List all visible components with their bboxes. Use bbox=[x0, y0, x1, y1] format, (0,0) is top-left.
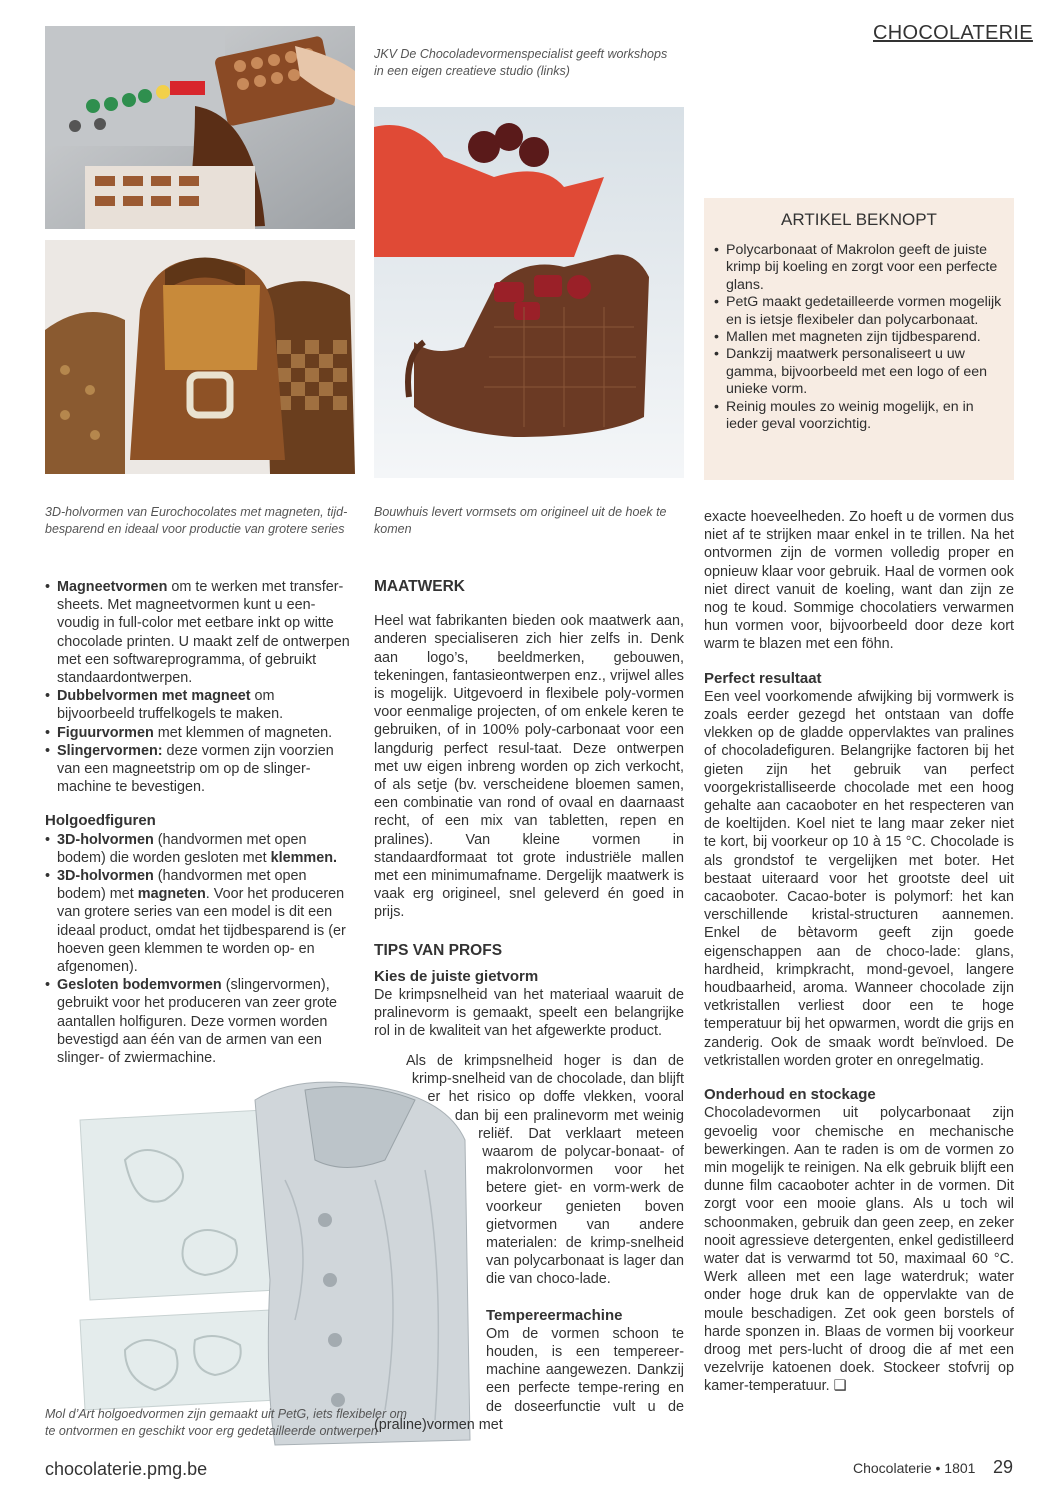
section-header: CHOCOLATERIE bbox=[873, 22, 1033, 44]
photo-bouwhuis-sleigh bbox=[374, 107, 684, 478]
paragraph-onderhoud: Chocoladevormen uit polycarbonaat zijn gevoelig voor chemische en mechanische bewerkingen. Aan te raden is om de vormen zo min mogelijk te reinigen. Na elk gebruik blijft een dunne film cacaoboter achter in de vormen. Dit zorgt voor een mooie glans. Als u toch wil schoonmaken, gebruik dan geen zeep, en zeker nooit agressieve detergenten, enkel gedistilleerd water dat is verwarmd tot 50, maximaal 60 °C. Werk alleen met een lage waterdruk; water onder hoge druk kan de oppervlakte van de moule beschadigen. Zet ook geen borstels of harde sponzen in. Blaas de vormen bij voorkeur droog met pers-lucht of droog die af met een vezelvrije katoenen doek. Stockeer stofvrij op kamer-temperatuur. ❑ bbox=[704, 1105, 1014, 1395]
box-item: • Mallen met magneten zijn tijdbesparend. bbox=[714, 329, 1006, 346]
article-summary-box bbox=[704, 198, 1014, 480]
box-title: ARTIKEL BEKNOPT bbox=[781, 210, 937, 229]
paragraph-gietvorm-1: De krimpsnelheid van het materiaal waaruit de pralinevorm is gemaakt, speelt een belangrijke rol in de kwaliteit van het afgewerkte product. bbox=[374, 987, 684, 1040]
box-item: • Dankzij maatwerk personaliseert u uw gamma, bijvoorbeeld met een logo of een unieke vorm. bbox=[714, 346, 1006, 398]
heading-onderhoud: Onderhoud en stockage bbox=[704, 1086, 876, 1104]
caption-eurochocolates: 3D-holvormen van Eurochocolates met magneten, tijd-besparend en ideaal voor productie van grotere series bbox=[45, 505, 348, 536]
list-item: • Dubbelvormen met magneet om bijvoorbeeld truffelkogels te maken. bbox=[45, 687, 355, 723]
photo-jkv-machine bbox=[45, 26, 355, 229]
paragraph-maatwerk: Heel wat fabrikanten bieden ook maatwerk aan, anderen specialiseren zich hier zelfs in. Denk aan logo’s, beeldmerken, gebouwen, tekeningen, fantasieontwerpen enz., vrijwel alles is mogelijk. Uitgevoerd in flexibele poly-vormen voor eenmalige projecten, of om enkele keren te gebruiken, of in 100% poly-carbonaat voor een langdurig perfect resul-taat. Deze ontwerpen met uw eigen inbreng worden op zich verkocht, of als setje (bv. verscheidene bloemen samen, een combinatie van rond of ovaal en daarnaast recht, of een mix van tabletten, repen en pralines). Van kleine vormen in standaardformaat tot grote industriële mallen met een minimumafname. Dergelijk maatwerk is vaak erg origineel, snel geleverd én goed in prijs. bbox=[374, 613, 684, 921]
footer-issue: Chocolaterie • 1801 bbox=[853, 1460, 976, 1476]
page-number: 29 bbox=[993, 1457, 1014, 1477]
heading-tips: TIPS VAN PROFS bbox=[374, 941, 503, 959]
heading-perfect-resultaat: Perfect resultaat bbox=[704, 669, 822, 687]
heading-maatwerk: MAATWERK bbox=[374, 578, 465, 595]
box-item: • Reinig moules zo weinig mogelijk, en in ieder geval voorzichtig. bbox=[714, 399, 1006, 434]
caption-molart: Mol d’Art holgoedvormen zijn gemaakt uit PetG, iets flexibeler om te ontvormen en geschikt voor erg gedetailleerde ontwerpen bbox=[45, 1407, 407, 1438]
heading-tempereermachine: Tempereermachine bbox=[486, 1306, 623, 1324]
column-2 bbox=[374, 578, 684, 1041]
photo-eurochocolates-bags bbox=[45, 240, 355, 474]
column-2-wrap bbox=[374, 1052, 684, 1434]
list-item: • Magneetvormen om te werken met transfer-sheets. Met magneetvormen kunt u een-voudig in full-color met eetbare inkt op witte chocolade printen. U maakt zelf de ontwerpen met een softwareprogramma, of gebruikt standaardontwerpen. bbox=[45, 578, 355, 687]
paragraph-tempereermachine: Om de vormen schoon te houden, is een tempereer-machine aangewezen. Dankzij een perfecte tempe-rering en de doseerfunctie vult u de (praline)vormen met bbox=[374, 1325, 684, 1433]
end-mark-icon: ❑ bbox=[833, 1378, 847, 1395]
list-item: • 3D-holvormen (handvormen met open bodem) die worden gesloten met klemmen. bbox=[45, 831, 355, 867]
footer-website: chocolaterie.pmg.be bbox=[45, 1459, 208, 1479]
list-item: • 3D-holvormen (handvormen met open bodem) met magneten. Voor het produceren van grotere series van een model is dit een ideaal product, omdat het tijdbesparend is (er hoeven geen klemmen te worden op- en afgenomen). bbox=[45, 867, 355, 976]
box-item: • Polycarbonaat of Makrolon geeft de juiste krimp bij koeling en zorgt voor een perfecte glans. bbox=[714, 242, 1006, 294]
column-3 bbox=[704, 508, 1014, 1396]
list-item: • Gesloten bodemvormen (slingervormen), gebruikt voor het produceren van zeer grote aantallen holfiguren. Deze vormen worden bevestigd aan één van de armen van een slinger- of zwiermachine. bbox=[45, 976, 355, 1067]
list-item: • Slingervormen: deze vormen zijn voorzien van een magneetstrip om op de slinger-machine te bevestigen. bbox=[45, 742, 355, 797]
heading-holgoedfiguren: Holgoedfiguren bbox=[45, 812, 156, 830]
caption-bouwhuis: Bouwhuis levert vormsets om origineel uit de hoek te komen bbox=[374, 505, 667, 536]
box-item: • PetG maakt gedetailleerde vormen mogelijk en is ietsje flexibeler dan polycarbonaat. bbox=[714, 294, 1006, 329]
paragraph-intro: exacte hoeveelheden. Zo hoeft u de vormen dus niet af te strijken maar enkel in te trillen. Na het ontvormen zijn de vormen volledig proper en opnieuw klaar voor gebruik. Haal de vormen ook niet direct vanuit de koeling, want dan zijn ze nog te koud. Sommige chocolatiers verwarmen hun vormen voor, bijvoorbeeld door deze kort warm te blazen met een föhn. bbox=[704, 509, 1014, 653]
heading-gietvorm: Kies de juiste gietvorm bbox=[374, 967, 539, 985]
list-item: • Figuurvormen met klemmen of magneten. bbox=[45, 724, 355, 742]
caption-jkv: JKV De Chocoladevormenspecialist geeft workshops in een eigen creatieve studio (links) bbox=[374, 47, 668, 78]
column-1 bbox=[45, 578, 355, 1067]
paragraph-gietvorm-2: Als de krimpsnelheid hoger is dan de krimp-snelheid van de chocolade, dan blijft er het risico op doffe vlekken, vooral dan bij een pralinevorm met weinig reliëf. Dat verklaart meteen waarom de polycar-bonaat- of makrolonvormen voor het betere giet- en vorm-werk de voorkeur genieten boven gietvormen van andere materialen: de krimp-snelheid van polycarbonaat is lager dan die van choco-lade. bbox=[405, 1053, 684, 1288]
paragraph-perfect-resultaat: Een veel voorkomende afwijking bij vormwerk is zoals eerder gezegd het ontstaan van doffe vlekken op de gladde oppervlaktes van pralines of chocoladefiguren. Belangrijke factoren bij het gieten zijn het gebruik van perfect voorgekristalliseerde chocolade met een hoog gehalte aan cacaoboter en het respecteren van de koeltijden. Koel niet te lang maar zeker niet te kort, bij voorkeur op 10 à 15 °C. Chocolade is als grondstof te vergelijken met boter. Het bestaat uiteraard voor het grootste deel uit cacaoboter. Cacao-boter is polymorf: het kan verschillende kristal-structuren aannemen. Enkel de bètavorm geeft zijn goede eigenschappen aan de choco-lade: glans, hardheid, krimpkracht, mond-gevoel, langere houdbaarheid, aroma. Wanneer chocolade zijn vetkristallen verliest door een te hoge temperatuur bij het opwarmen, wordt die grijs en zanderig. Ook de smaak wordt beïnvloed. De vetkristallen worden groter en onregelmatig. bbox=[704, 688, 1014, 1069]
